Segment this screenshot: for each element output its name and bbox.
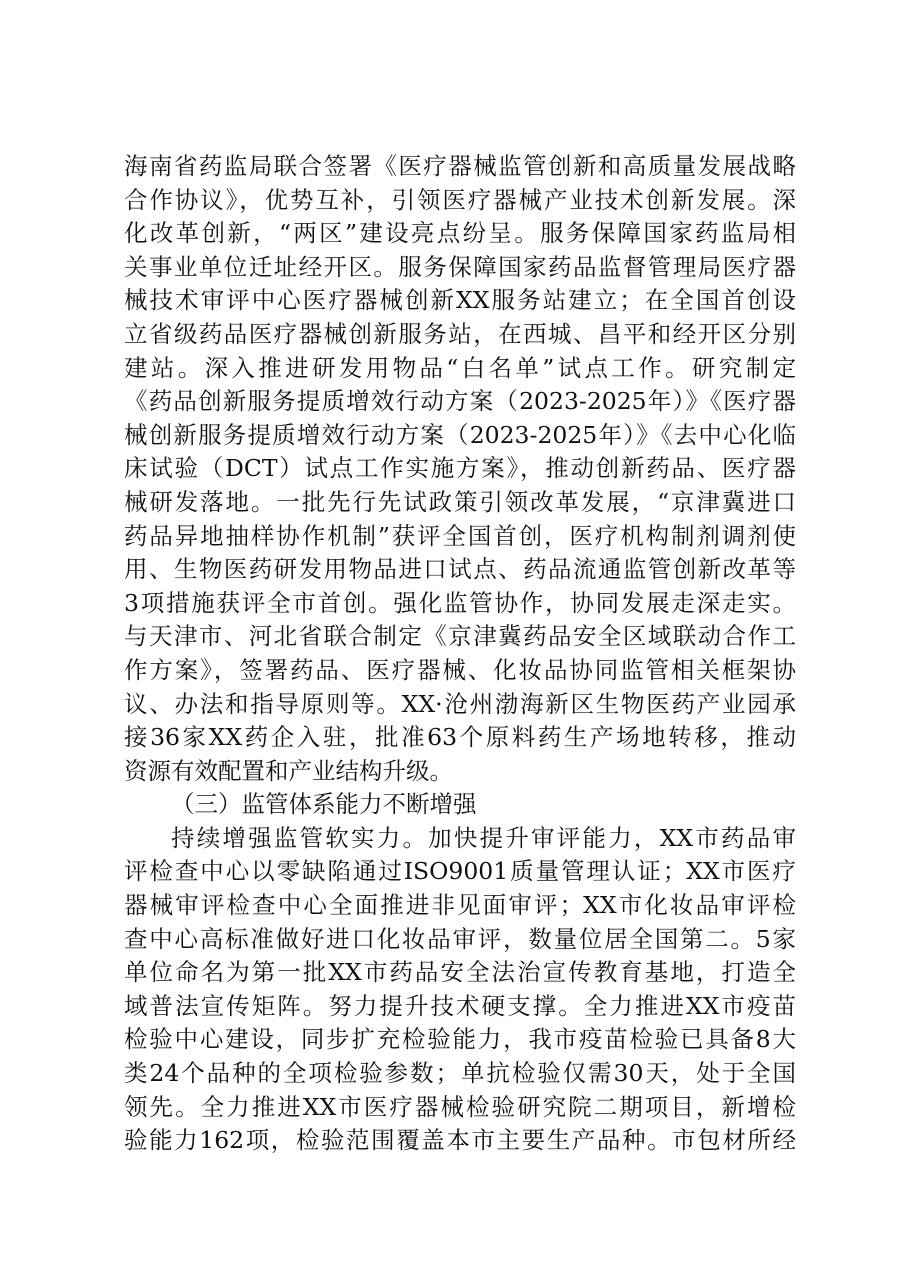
paragraph-1 bbox=[124, 150, 796, 788]
text-line: 化改革创新，“两区”建设亮点纷呈。服务保障国家药监局相 bbox=[124, 219, 796, 248]
text-line: 与天津市、河北省联合制定《京津冀药品安全区域联动合作工 bbox=[124, 622, 796, 651]
text-line: 械研发落地。一批先行先试政策引领改革发展，“京津冀进口 bbox=[124, 487, 796, 516]
text-line: 议、办法和指导原则等。XX·沧州渤海新区生物医药产业园承 bbox=[124, 689, 796, 718]
text-line: 器械审评检查中心全面推进非见面审评；XX市化妆品审评检 bbox=[124, 891, 796, 920]
text-line: 域普法宣传矩阵。努力提升技术硬支撑。全力推进XX市疫苗 bbox=[124, 991, 796, 1020]
text-line: 验能力162项，检验范围覆盖本市主要生产品种。市包材所经 bbox=[124, 1126, 796, 1155]
text-line: 合作协议》，优势互补，引领医疗器械产业技术创新发展。深 bbox=[124, 185, 796, 214]
text-line: 领先。全力推进XX市医疗器械检验研究院二期项目，新增检 bbox=[124, 1092, 796, 1121]
paragraph-2 bbox=[124, 822, 796, 1158]
section-heading: （三）监管体系能力不断增强 bbox=[171, 790, 477, 819]
text-line: 床试验（DCT）试点工作实施方案》，推动创新药品、医疗器 bbox=[124, 454, 796, 483]
text-line: 建站。深入推进研发用物品“白名单”试点工作。研究制定 bbox=[124, 353, 796, 382]
text-line: 持续增强监管软实力。加快提升审评能力，XX市药品审 bbox=[171, 823, 796, 852]
text-line: 单位命名为第一批XX市药品安全法治宣传教育基地，打造全 bbox=[124, 958, 796, 987]
text-line: 3项措施获评全市首创。强化监管协作，协同发展走深走实。 bbox=[124, 588, 796, 617]
text-line: 检验中心建设，同步扩充检验能力，我市疫苗检验已具备8大 bbox=[124, 1025, 796, 1054]
text-line: 资源有效配置和产业结构升级。 bbox=[124, 756, 453, 785]
text-line: 作方案》，签署药品、医疗器械、化妆品协同监管相关框架协 bbox=[124, 655, 796, 684]
text-line: 查中心高标准做好进口化妆品审评，数量位居全国第二。5家 bbox=[124, 924, 796, 953]
text-line: 海南省药监局联合签署《医疗器械监管创新和高质量发展战略 bbox=[124, 152, 796, 180]
text-line: 药品异地抽样协作机制”获评全国首创，医疗机构制剂调剂使 bbox=[124, 521, 796, 550]
text-line: 用、生物医药研发用物品进口试点、药品流通监管创新改革等 bbox=[124, 555, 796, 584]
text-line: 接36家XX药企入驻，批准63个原料药生产场地转移，推动 bbox=[124, 723, 796, 752]
text-line: 关事业单位迁址经开区。服务保障国家药品监督管理局医疗器 bbox=[124, 252, 796, 281]
text-line: 立省级药品医疗器械创新服务站，在西城、昌平和经开区分别 bbox=[124, 319, 796, 348]
document-body bbox=[124, 150, 796, 1158]
text-line: 《药品创新服务提质增效行动方案（2023-2025年）》《医疗器 bbox=[124, 387, 796, 416]
text-line: 械技术审评中心医疗器械创新XX服务站建立；在全国首创设 bbox=[124, 286, 796, 315]
text-line: 评检查中心以零缺陷通过ISO9001质量管理认证；XX市医疗 bbox=[124, 857, 796, 886]
text-line: 械创新服务提质增效行动方案（2023-2025年）》《去中心化临 bbox=[124, 420, 796, 449]
text-line: 类24个品种的全项检验参数；单抗检验仅需30天，处于全国 bbox=[124, 1059, 796, 1088]
